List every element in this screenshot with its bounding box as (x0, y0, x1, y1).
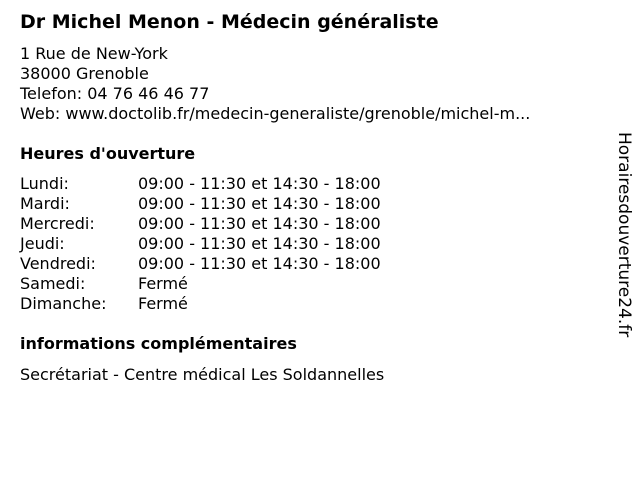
opening-hours-table (20, 174, 440, 314)
additional-info-text: Secrétariat - Centre médical Les Soldannelles (20, 365, 385, 384)
day-label: Mercredi: (20, 214, 95, 233)
hours-row-thursday (20, 234, 440, 254)
address-street: 1 Rue de New-York (20, 44, 168, 63)
hours-value: 09:00 - 11:30 et 14:30 - 18:00 (138, 254, 381, 273)
hours-row-saturday (20, 274, 440, 294)
day-label: Samedi: (20, 274, 86, 293)
page-title: Dr Michel Menon - Médecin généraliste (20, 11, 439, 33)
hours-row-sunday (20, 294, 440, 314)
address-city: 38000 Grenoble (20, 64, 149, 83)
day-label: Vendredi: (20, 254, 96, 273)
site-watermark: Horairesdouverture24.fr (614, 132, 634, 338)
hours-value: 09:00 - 11:30 et 14:30 - 18:00 (138, 214, 381, 233)
hours-row-monday (20, 174, 440, 194)
website-link[interactable]: Web: www.doctolib.fr/medecin-generaliste/grenoble/michel-m... (20, 104, 531, 123)
phone-number[interactable]: Telefon: 04 76 46 46 77 (20, 84, 210, 103)
opening-hours-heading: Heures d'ouverture (20, 144, 196, 163)
hours-row-wednesday (20, 214, 440, 234)
day-label: Mardi: (20, 194, 70, 213)
hours-value: Fermé (138, 274, 188, 293)
day-label: Dimanche: (20, 294, 107, 313)
hours-value: 09:00 - 11:30 et 14:30 - 18:00 (138, 194, 381, 213)
hours-value: Fermé (138, 294, 188, 313)
contact-block (20, 44, 530, 124)
hours-row-friday (20, 254, 440, 274)
day-label: Lundi: (20, 174, 69, 193)
day-label: Jeudi: (20, 234, 65, 253)
hours-row-tuesday (20, 194, 440, 214)
hours-value: 09:00 - 11:30 et 14:30 - 18:00 (138, 174, 381, 193)
additional-info-heading: informations complémentaires (20, 334, 297, 353)
hours-value: 09:00 - 11:30 et 14:30 - 18:00 (138, 234, 381, 253)
